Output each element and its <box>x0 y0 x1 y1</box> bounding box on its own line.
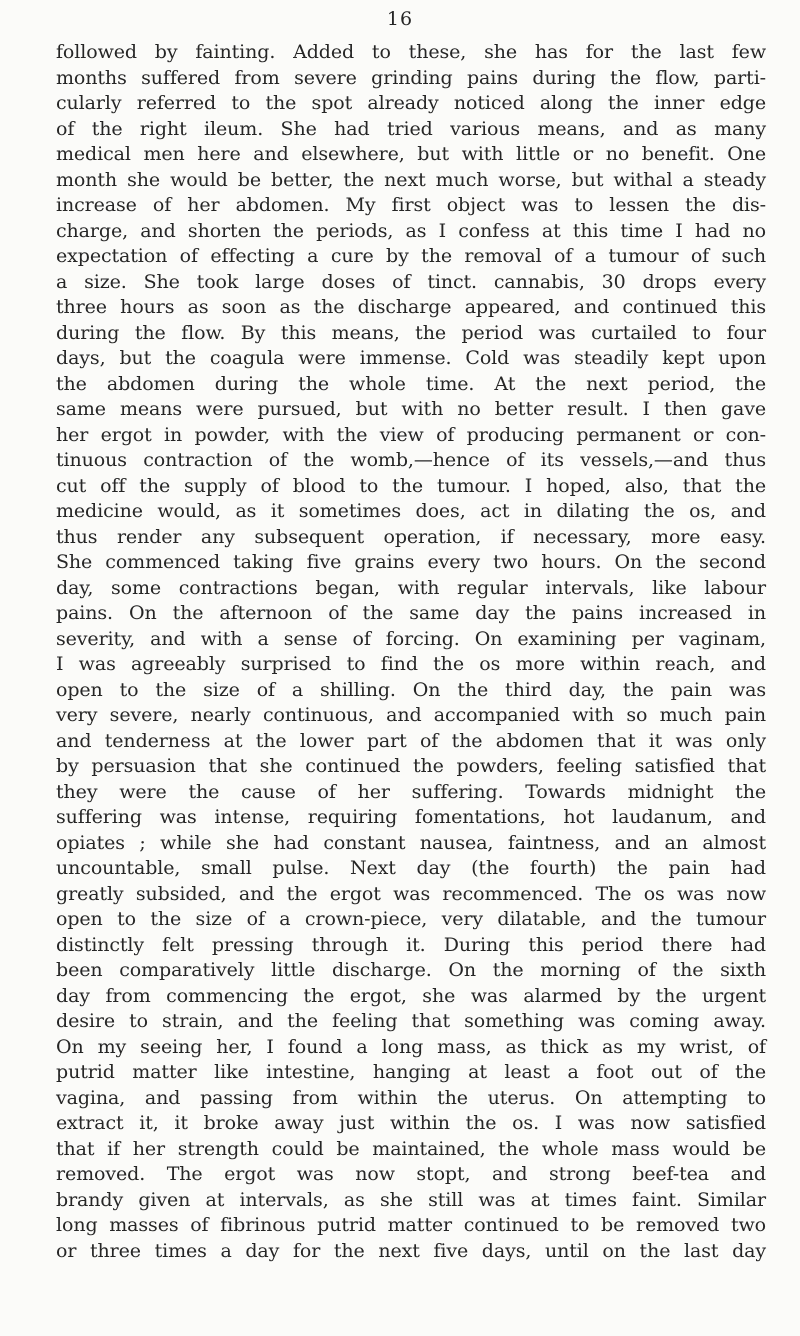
text-line: that if her strength could be maintained, the whole mass would be <box>56 1137 766 1160</box>
text-line: thus render any subsequent operation, if necessary, more easy. <box>56 525 766 548</box>
text-line: uncountable, small pulse. Next day (the fourth) the pain had <box>56 857 766 879</box>
text-line: day from commencing the ergot, she was alarmed by the urgent <box>56 984 766 1007</box>
text-line: medical men here and elsewhere, but with little or no benefit. One <box>56 143 766 165</box>
text-line: very severe, nearly continuous, and accompanied with so much pain <box>56 704 766 726</box>
text-line: expectation of effecting a cure by the removal of a tumour of such <box>56 245 766 267</box>
text-line: months suffered from severe grinding pains during the flow, parti- <box>56 66 766 89</box>
text-line: and tenderness at the lower part of the abdomen that it was only <box>56 729 766 752</box>
text-line: cut off the supply of blood to the tumour. I hoped, also, that the <box>56 474 766 497</box>
text-line: of the right ileum. She had tried various means, and as many <box>56 117 766 140</box>
text-line: three hours as soon as the discharge appeared, and continued this <box>56 296 766 318</box>
text-line: open to the size of a shilling. On the third day, the pain was <box>56 678 766 701</box>
text-line: severity, and with a sense of forcing. On examining per vaginam, <box>56 627 766 650</box>
text-line: extract it, it broke away just within the os. I was now satisfied <box>56 1112 766 1134</box>
text-line: She commenced taking five grains every two hours. On the second <box>56 551 766 573</box>
text-line: same means were pursued, but with no better result. I then gave <box>56 398 766 420</box>
body-text <box>56 40 766 1264</box>
text-line: long masses of fibrinous putrid matter continued to be removed two <box>56 1214 766 1236</box>
text-line: or three times a day for the next five days, until on the last day <box>56 1239 766 1262</box>
text-line: I was agreeably surprised to find the os more within reach, and <box>56 653 766 675</box>
text-line: opiates ; while she had constant nausea, faintness, and an almost <box>56 831 766 854</box>
text-line: a size. She took large doses of tinct. cannabis, 30 drops every <box>56 270 766 293</box>
text-line: pains. On the afternoon of the same day the pains increased in <box>56 602 766 624</box>
text-line: tinuous contraction of the womb,—hence of its vessels,—and thus <box>56 449 766 471</box>
text-line: greatly subsided, and the ergot was recommenced. The os was now <box>56 882 766 905</box>
text-line: month she would be better, the next much worse, but withal a steady <box>56 168 766 191</box>
text-line: suffering was intense, requiring fomentations, hot laudanum, and <box>56 806 766 828</box>
text-line: charge, and shorten the periods, as I confess at this time I had no <box>56 219 766 242</box>
text-line: followed by fainting. Added to these, she has for the last few <box>56 41 766 63</box>
text-line: increase of her abdomen. My first object was to lessen the dis- <box>56 194 766 216</box>
text-line: days, but the coagula were immense. Cold was steadily kept upon <box>56 347 766 369</box>
text-line: removed. The ergot was now stopt, and strong beef-tea and <box>56 1163 766 1185</box>
text-line: open to the size of a crown-piece, very dilatable, and the tumour <box>56 908 766 930</box>
text-line: putrid matter like intestine, hanging at least a foot out of the <box>56 1061 766 1083</box>
text-line: been comparatively little discharge. On the morning of the sixth <box>56 959 766 981</box>
text-line: medicine would, as it sometimes does, act in dilating the os, and <box>56 500 766 522</box>
text-line: vagina, and passing from within the uterus. On attempting to <box>56 1086 766 1109</box>
page-number: 16 <box>386 8 414 30</box>
text-line: brandy given at intervals, as she still was at times faint. Similar <box>56 1188 766 1211</box>
text-line: desire to strain, and the feeling that something was coming away. <box>56 1010 766 1032</box>
text-line: distinctly felt pressing through it. During this period there had <box>56 933 766 956</box>
text-line: On my seeing her, I found a long mass, as thick as my wrist, of <box>56 1035 766 1058</box>
text-line: they were the cause of her suffering. Towards midnight the <box>56 780 766 803</box>
text-line: the abdomen during the whole time. At the next period, the <box>56 372 766 395</box>
text-line: her ergot in powder, with the view of producing permanent or con- <box>56 423 766 446</box>
text-line: day, some contractions began, with regular intervals, like labour <box>56 576 766 599</box>
text-line: by persuasion that she continued the powders, feeling satisfied that <box>56 755 766 777</box>
text-line: cularly referred to the spot already noticed along the inner edge <box>56 92 766 114</box>
text-line: during the flow. By this means, the period was curtailed to four <box>56 321 766 344</box>
